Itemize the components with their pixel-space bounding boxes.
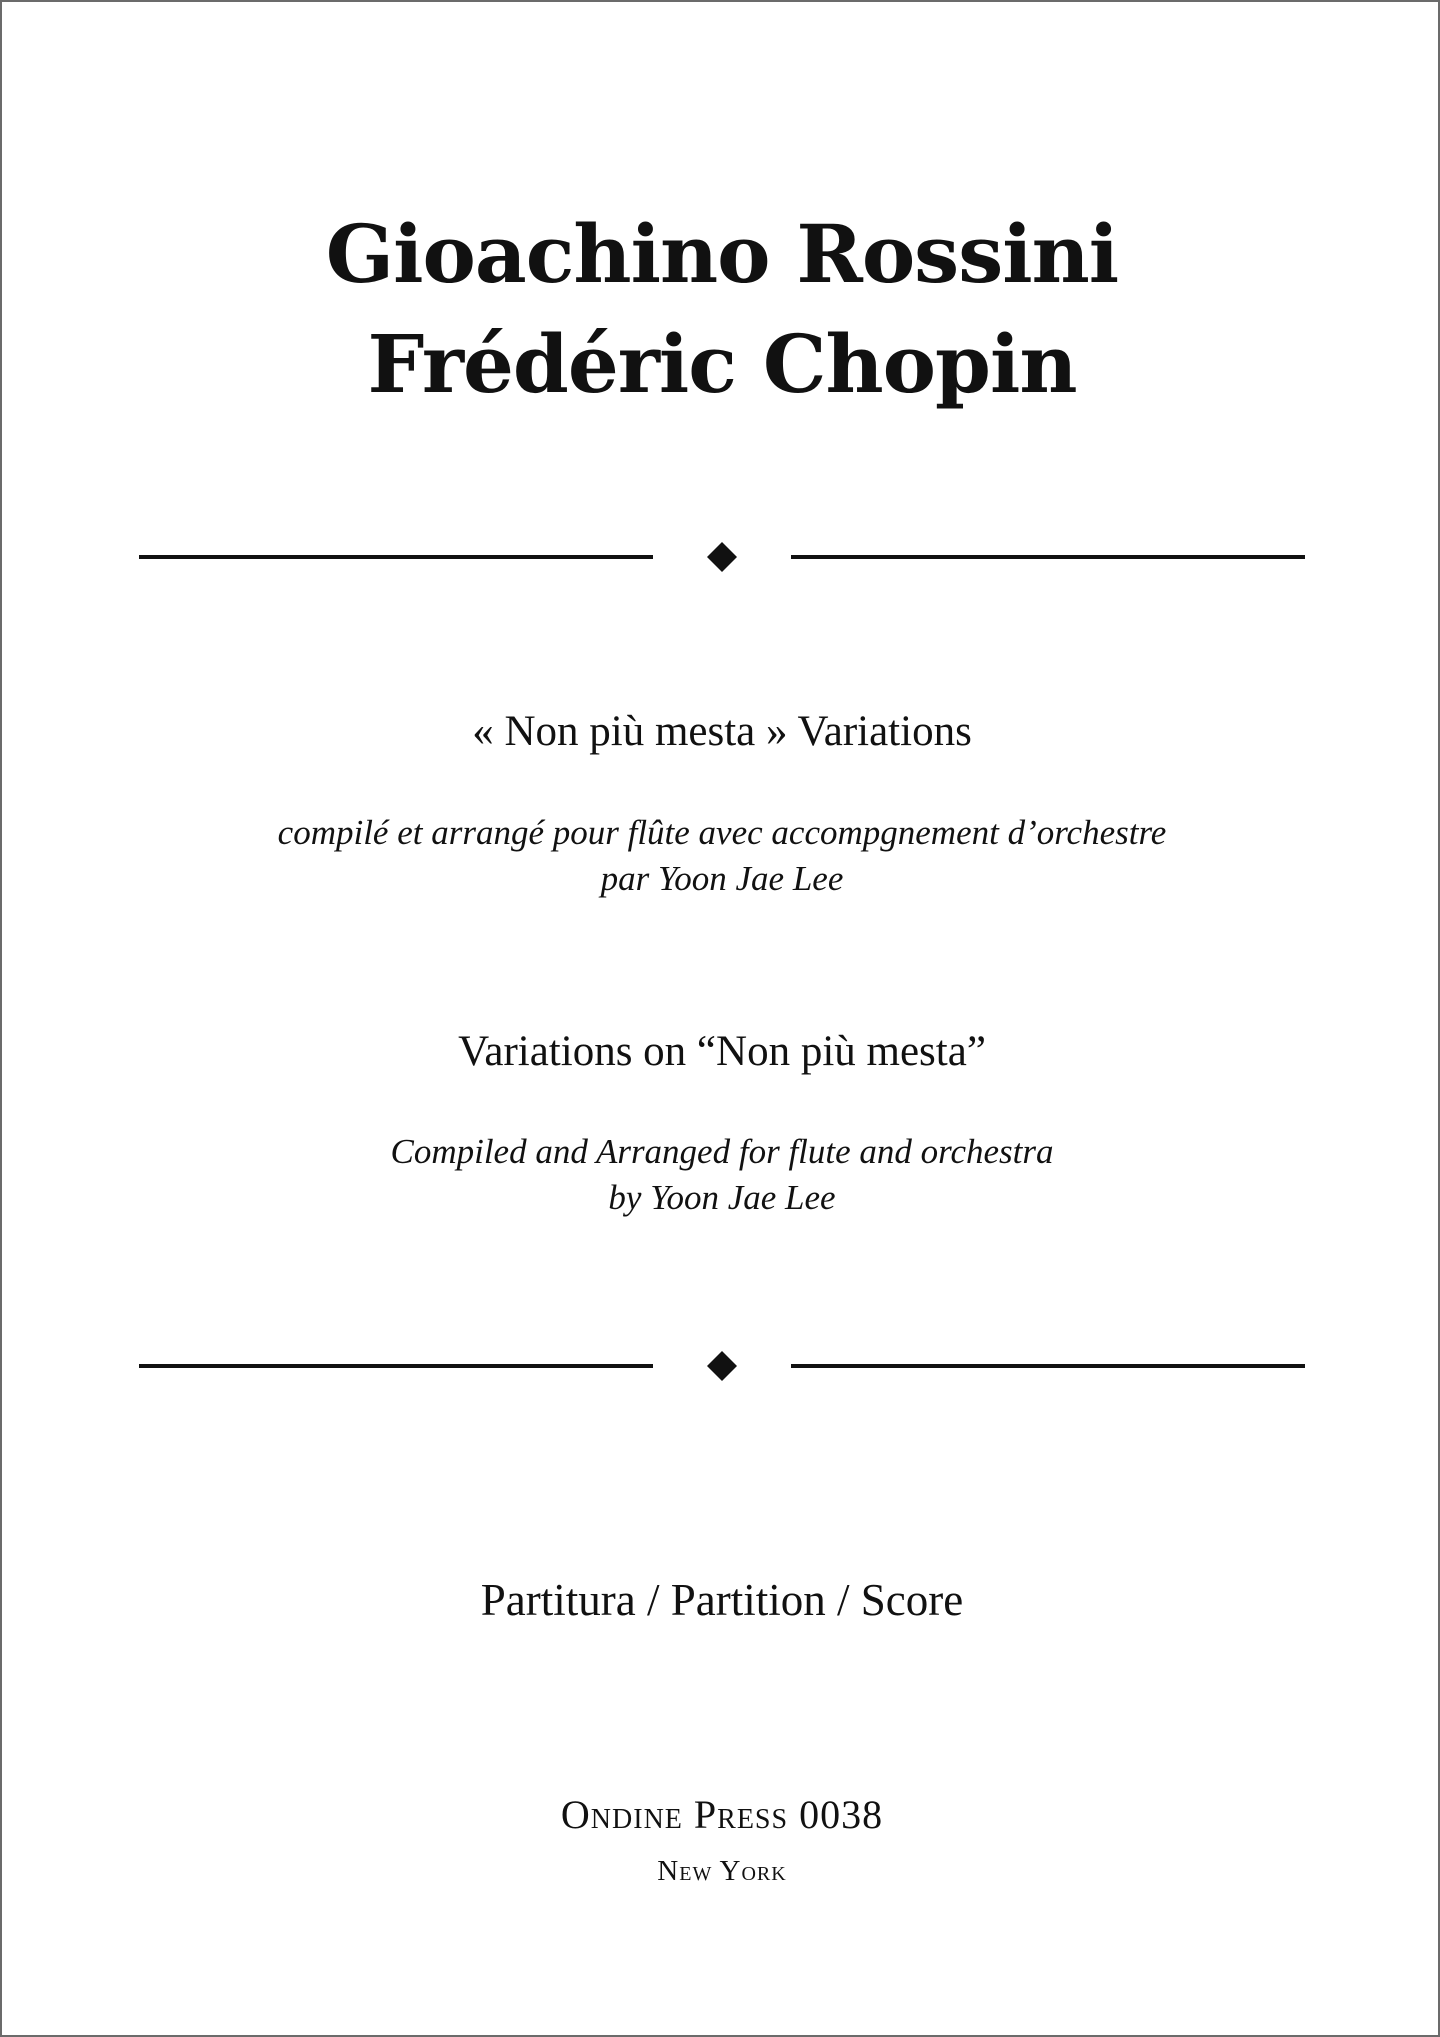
credit-english [2, 1129, 1440, 1221]
score-type-label: Partitura / Partition / Score [480, 1575, 964, 1625]
ornamental-divider-top [2, 537, 1440, 577]
divider-rule-right [791, 1364, 1305, 1368]
diamond-ornament-icon [707, 542, 737, 572]
publisher-city: New York [657, 1855, 787, 1887]
credit-french-line-2: par Yoon Jae Lee [600, 859, 844, 898]
divider-rule-left [139, 555, 653, 559]
title-french: « Non più mesta » Variations [472, 708, 972, 755]
title-english: Variations on “Non più mesta” [458, 1028, 986, 1075]
publisher-imprint: Ondine Press 0038 [560, 1792, 884, 1837]
credit-english-line-1: Compiled and Arranged for flute and orchestra [390, 1132, 1054, 1171]
divider-rule-left [139, 1364, 653, 1368]
credit-french [2, 810, 1440, 902]
diamond-ornament-icon [707, 1351, 737, 1381]
composer-name-chopin: Frédéric Chopin [367, 317, 1077, 411]
credit-french-line-1: compilé et arrangé pour flûte avec accompgnement d’orchestre [277, 813, 1167, 852]
divider-rule-right [791, 555, 1305, 559]
ornamental-divider-bottom [2, 1346, 1440, 1386]
composer-name-rossini: Gioachino Rossini [325, 207, 1119, 301]
credit-english-line-2: by Yoon Jae Lee [608, 1178, 836, 1217]
